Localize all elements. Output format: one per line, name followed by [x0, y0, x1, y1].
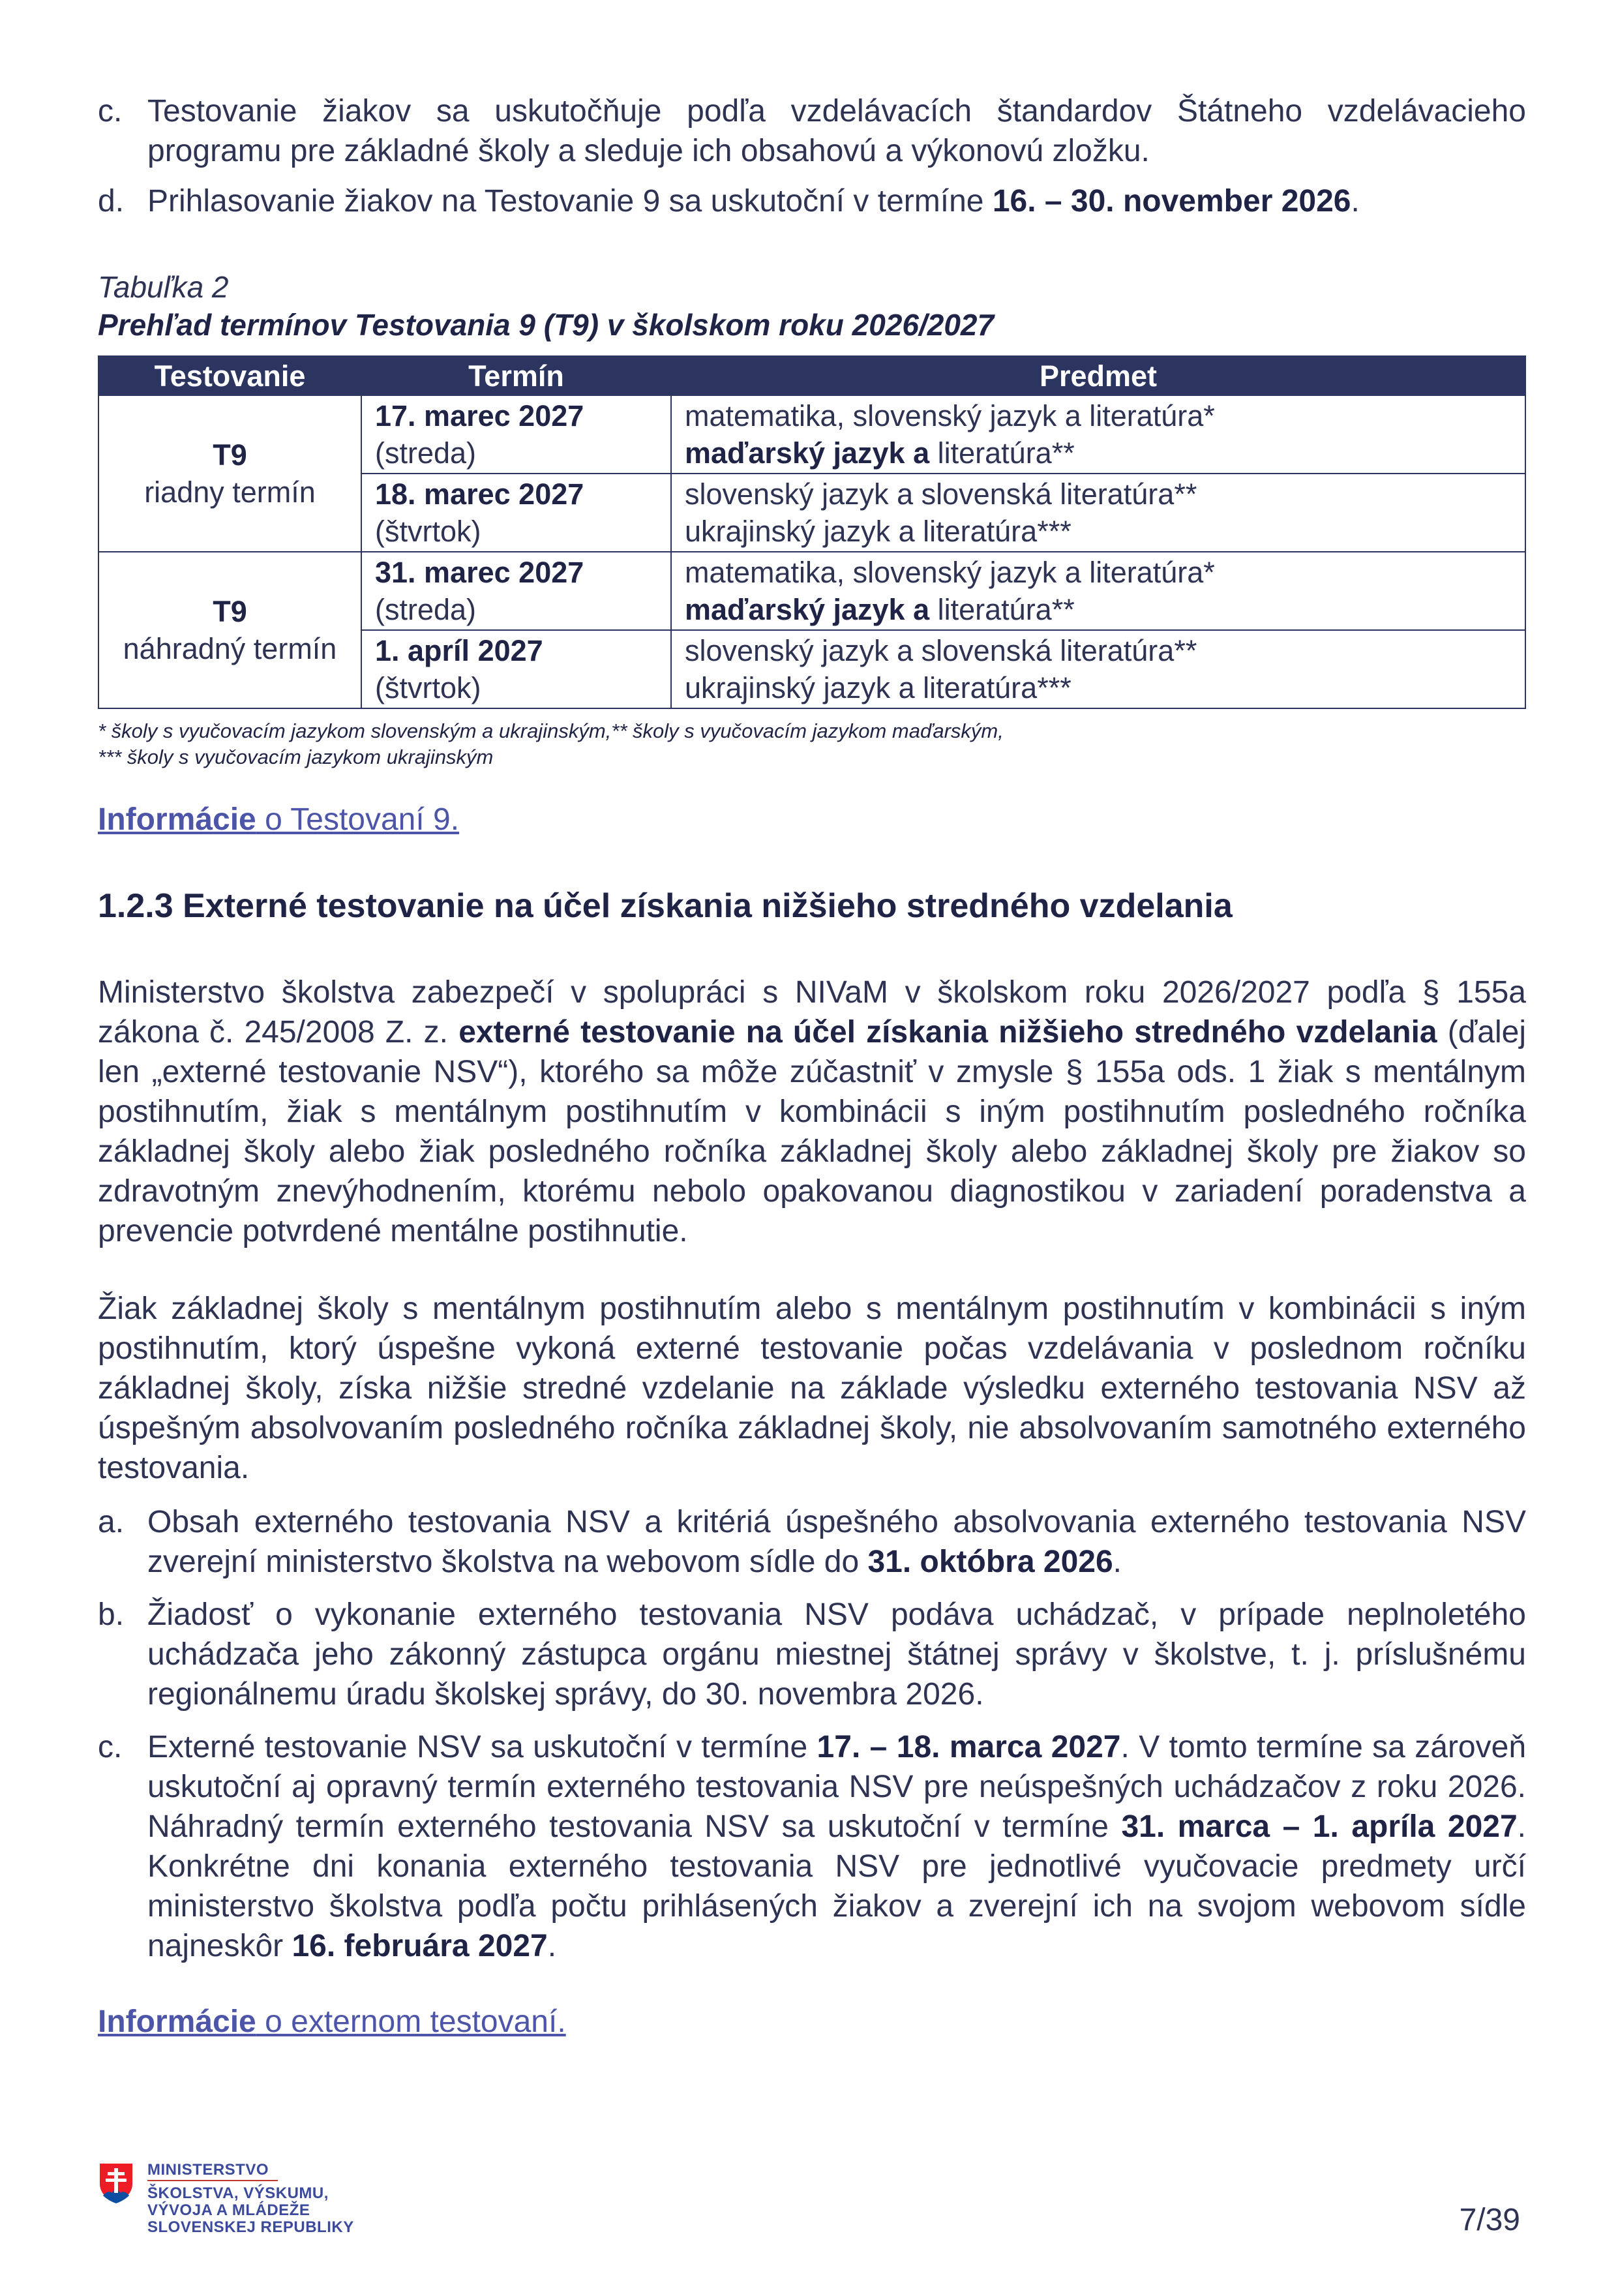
table-label: Tabuľka 2 [98, 270, 229, 304]
section-heading: 1.2.3 Externé testovanie na účel získania nižšieho stredného vzdelania [98, 887, 1233, 925]
list-item-text: Externé testovanie NSV sa uskutoční v termíne [147, 1730, 817, 1764]
test-type: riadny termín [144, 476, 316, 509]
table-row [98, 552, 1525, 630]
subject-line: literatúra** [929, 436, 1075, 470]
subject-line: ukrajinský jazyk a literatúra*** [685, 671, 1071, 704]
subject-bold: maďarský jazyk a [685, 593, 930, 626]
list-item-b [98, 1595, 1526, 1714]
test-cell-regular [98, 395, 361, 552]
info-link-t9[interactable] [98, 800, 1526, 839]
test-code: T9 [213, 438, 247, 472]
schedule-table [98, 355, 1526, 709]
subject-line: slovenský jazyk a slovenská literatúra** [685, 477, 1197, 511]
list-bold: 16. februára 2027 [292, 1929, 548, 1963]
date-cell [361, 474, 671, 552]
list-marker: b. [98, 1597, 125, 1632]
list-marker: a. [98, 1505, 125, 1539]
list-item-c2 [98, 1727, 1526, 1966]
punctuation: . [1351, 184, 1360, 219]
date: 17. marec 2027 [375, 399, 584, 432]
date: 31. marec 2027 [375, 556, 584, 589]
subject-line: ukrajinský jazyk a literatúra*** [685, 515, 1071, 548]
list-item-text: Obsah externého testovania NSV a kritériá úspešného absolvovania externého testovania NSV zverejní ministerstvo školstva na webovom sídle do [147, 1505, 1526, 1579]
paragraph-text: (ďalej len „externé testovanie NSV“), ktorého sa môže zúčastniť v zmysle § 155a ods. 1 žiak s mentálnym postihnutím, žiak s mentálnym postihnutím v kombinácii s iným postihnutím posledného ročníka základnej školy alebo žiak posledného ročníka základnej školy alebo základnej školy pre žiakov so zdravotným znevýhodnením, ktorému nebolo opakovanou diagnostikou v zariadení poradenstva a prevencie potvrdené mentálne postihnutie. [98, 1015, 1526, 1248]
subject-line: slovenský jazyk a slovenská literatúra** [685, 634, 1197, 667]
punctuation: . [547, 1929, 557, 1963]
weekday: (štvrtok) [375, 671, 481, 704]
paragraph-bold: externé testovanie na účel získania nižšieho stredného vzdelania [458, 1015, 1437, 1050]
list-item-a [98, 1502, 1526, 1582]
header-testovanie: Testovanie [98, 356, 361, 395]
date: 18. marec 2027 [375, 477, 584, 511]
list-item-c [98, 91, 1526, 171]
page-content [98, 91, 1526, 2042]
subject-cell [671, 474, 1525, 552]
link-bold[interactable]: Informácie [98, 2004, 256, 2039]
logo-line: ŠKOLSTVA, VÝSKUMU, [147, 2184, 329, 2202]
list-item-text: . V tomto termíne sa zároveň uskutoční aj opravný termín externého testovania NSV pre neúspešných uchádzačov z roku 2026. Náhradný termín externého testovania NSV sa uskutoční v termíne [147, 1730, 1527, 1844]
date-cell [361, 552, 671, 630]
list-item-text: Žiadosť o vykonanie externého testovania NSV podáva uchádzač, v prípade neplnoletého uchádzača jeho zákonný zástupca orgánu miestnej štátnej správy v školstve, t. j. príslušnému regionálnemu úradu školskej správy, do 30. novembra 2026. [147, 1597, 1526, 1712]
subject-line: matematika, slovenský jazyk a literatúra* [685, 556, 1215, 589]
table-row [98, 395, 1525, 474]
page-number: 7/39 [1459, 2203, 1520, 2237]
punctuation: . [1113, 1545, 1122, 1579]
table-header-row [98, 356, 1525, 395]
test-cell-substitute [98, 552, 361, 708]
date-cell [361, 395, 671, 474]
table-footnote [98, 718, 1526, 770]
footnote-line: *** školy s vyučovacím jazykom ukrajinským [98, 746, 494, 768]
weekday: (streda) [375, 436, 477, 470]
link-bold[interactable]: Informácie [98, 802, 256, 837]
list-marker: c. [98, 94, 123, 128]
date-cell [361, 630, 671, 708]
list-marker: d. [98, 184, 125, 219]
ministry-name [147, 2162, 354, 2236]
paragraph-text: Ministerstvo školstva zabezpečí v spolupráci s NIVaM v školskom roku 2026/2027 podľa § 155a zákona č. 245/2008 Z. z. [98, 975, 1526, 1050]
list-item-text: . Konkrétne dni konania externého testovania NSV pre jednotlivé vyučovacie predmety určí ministerstvo školstva podľa počtu prihlásených žiakov a zverejní ich na svojom webovom sídle najneskôr [147, 1809, 1526, 1963]
subject-cell [671, 630, 1525, 708]
list-item-text: Prihlasovanie žiakov na Testovanie 9 sa uskutoční v termíne [147, 184, 993, 219]
subject-cell [671, 395, 1525, 474]
subject-cell [671, 552, 1525, 630]
list-bold: 31. marca – 1. apríla 2027 [1121, 1809, 1518, 1844]
test-type: náhradný termín [123, 632, 337, 665]
list-marker: c. [98, 1730, 123, 1764]
list-item-text: Testovanie žiakov sa uskutočňuje podľa vzdelávacích štandardov Štátneho vzdelávacieho programu pre základné školy a sleduje ich obsahovú a výkonovú zložku. [147, 94, 1526, 168]
table-caption [98, 268, 1526, 344]
ministry-logo [98, 2162, 354, 2236]
logo-line: SLOVENSKEJ REPUBLIKY [147, 2218, 354, 2236]
registration-dates: 16. – 30. november 2026 [992, 184, 1351, 219]
paragraph-2: Žiak základnej školy s mentálnym postihnutím alebo s mentálnym postihnutím v kombinácii s iným postihnutím, ktorý úspešne vykoná externé testovanie počas vzdelávania v poslednom ročníku základnej školy, získa nižšie stredné vzdelanie na základe výsledku externého testovania NSV až úspešným absolvovaním posledného ročníka základnej školy, nie absolvovaním samotného externého testovania. [98, 1292, 1526, 1485]
coat-of-arms-icon [98, 2162, 134, 2205]
test-code: T9 [213, 595, 247, 628]
subject-line: matematika, slovenský jazyk a literatúra* [685, 399, 1215, 432]
footnote-line: * školy s vyučovacím jazykom slovenským a ukrajinským,** školy s vyučovacím jazykom maďarským, [98, 719, 1004, 742]
logo-line: MINISTERSTVO [147, 2161, 269, 2179]
list-bold: 17. – 18. marca 2027 [816, 1730, 1121, 1764]
paragraph-1 [98, 973, 1526, 1251]
logo-line: VÝVOJA A MLÁDEŽE [147, 2201, 310, 2219]
subject-bold: maďarský jazyk a [685, 436, 930, 470]
table-title: Prehľad termínov Testovania 9 (T9) v školskom roku 2026/2027 [98, 308, 995, 342]
weekday: (streda) [375, 593, 477, 626]
list-bold: 31. októbra 2026 [867, 1545, 1113, 1579]
list-item-d [98, 181, 1526, 221]
info-link-external[interactable] [98, 2002, 1526, 2042]
subject-line: literatúra** [929, 593, 1075, 626]
link-text[interactable]: o Testovaní 9. [256, 802, 460, 837]
link-text[interactable]: o externom testovaní. [256, 2004, 566, 2039]
header-predmet: Predmet [671, 356, 1525, 395]
weekday: (štvrtok) [375, 515, 481, 548]
logo-divider [147, 2180, 278, 2181]
date: 1. apríl 2027 [375, 634, 543, 667]
header-termin: Termín [361, 356, 671, 395]
